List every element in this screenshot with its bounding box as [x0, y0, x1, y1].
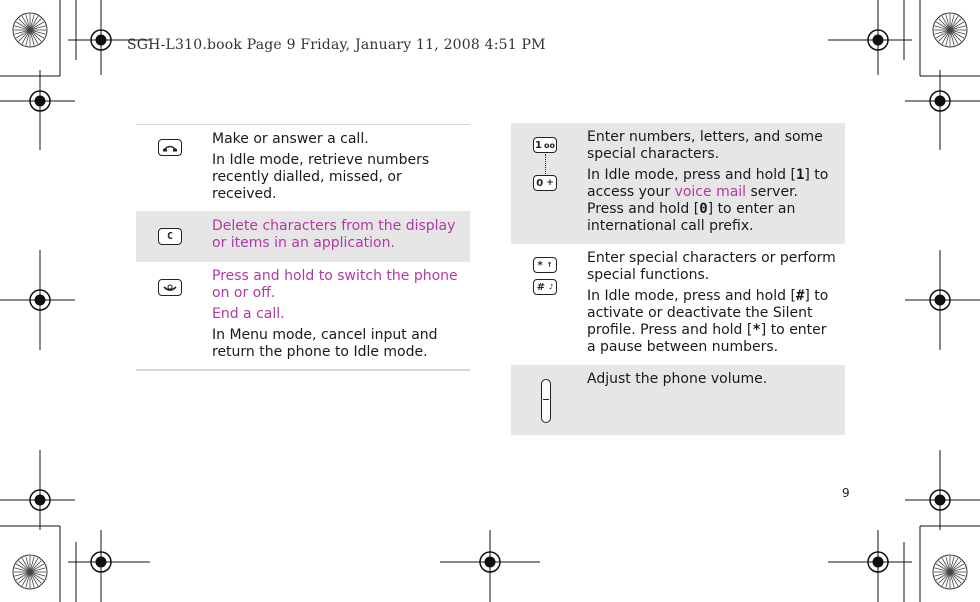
star-key-icon: * ↑: [533, 257, 557, 273]
key-cell: [511, 365, 587, 435]
table-row: [136, 211, 470, 262]
clear-key-glyph: C: [166, 231, 174, 242]
key-0-icon: 0 +: [533, 175, 557, 191]
key-description: [212, 125, 470, 211]
key-cell: [136, 125, 212, 211]
hash-key-icon: # ♪: [533, 279, 557, 295]
description-line: Make or answer a call.: [212, 131, 369, 147]
key-description: [587, 365, 845, 435]
end-power-key-icon: [158, 279, 182, 296]
key-description: [587, 244, 845, 365]
key-cell: [511, 244, 587, 365]
description-line: Enter numbers, letters, and some special characters.: [587, 129, 823, 162]
description-line: In Idle mode, retrieve numbers recently dialled, missed, or received.: [212, 152, 430, 202]
key-1-icon: 1 oo: [533, 137, 557, 153]
table-row: [511, 123, 845, 244]
description-line: In Idle mode, press and hold [#] to activate or deactivate the Silent profile. Press and hold [*] to enter a pause between numbers.: [587, 288, 829, 355]
key-cell: [511, 123, 587, 244]
table-row: [511, 365, 845, 435]
clear-key-icon: [158, 228, 182, 245]
key-description: [212, 211, 470, 262]
key-function-table-right: [511, 123, 845, 435]
star-key-glyph: *: [537, 259, 543, 271]
description-line: Adjust the phone volume.: [587, 371, 768, 387]
key-range-dots: [545, 154, 546, 174]
key-cell: [136, 262, 212, 369]
table-row: [136, 125, 470, 211]
key-description: [212, 262, 470, 369]
description-line: In Menu mode, cancel input and return the phone to Idle mode.: [212, 327, 438, 360]
key-description: [587, 123, 845, 244]
table-row: [511, 244, 845, 365]
key-1-glyph: 1: [535, 139, 542, 151]
description-line: In Idle mode, press and hold [1] to access your voice mail server. Press and hold [0] to enter an international call prefix.: [587, 167, 829, 234]
page-number: 9: [842, 486, 850, 500]
call-key-icon: [158, 139, 182, 156]
table-row: [136, 262, 470, 369]
description-line: Delete characters from the display or items in an application.: [212, 218, 456, 251]
voice-mail-highlight: voice mail: [674, 184, 747, 200]
description-line: End a call.: [212, 306, 285, 322]
key-function-table-left: [136, 124, 470, 371]
volume-key-icon: [541, 379, 551, 423]
book-file-info: SGH-L310.book Page 9 Friday, January 11, 2008 4:51 PM: [127, 37, 546, 53]
key-cell: [136, 211, 212, 262]
key-0-glyph: 0: [536, 177, 544, 189]
description-line: Press and hold to switch the phone on or off.: [212, 268, 458, 301]
hash-key-glyph: #: [536, 281, 545, 293]
description-line: Enter special characters or perform special functions.: [587, 250, 836, 283]
